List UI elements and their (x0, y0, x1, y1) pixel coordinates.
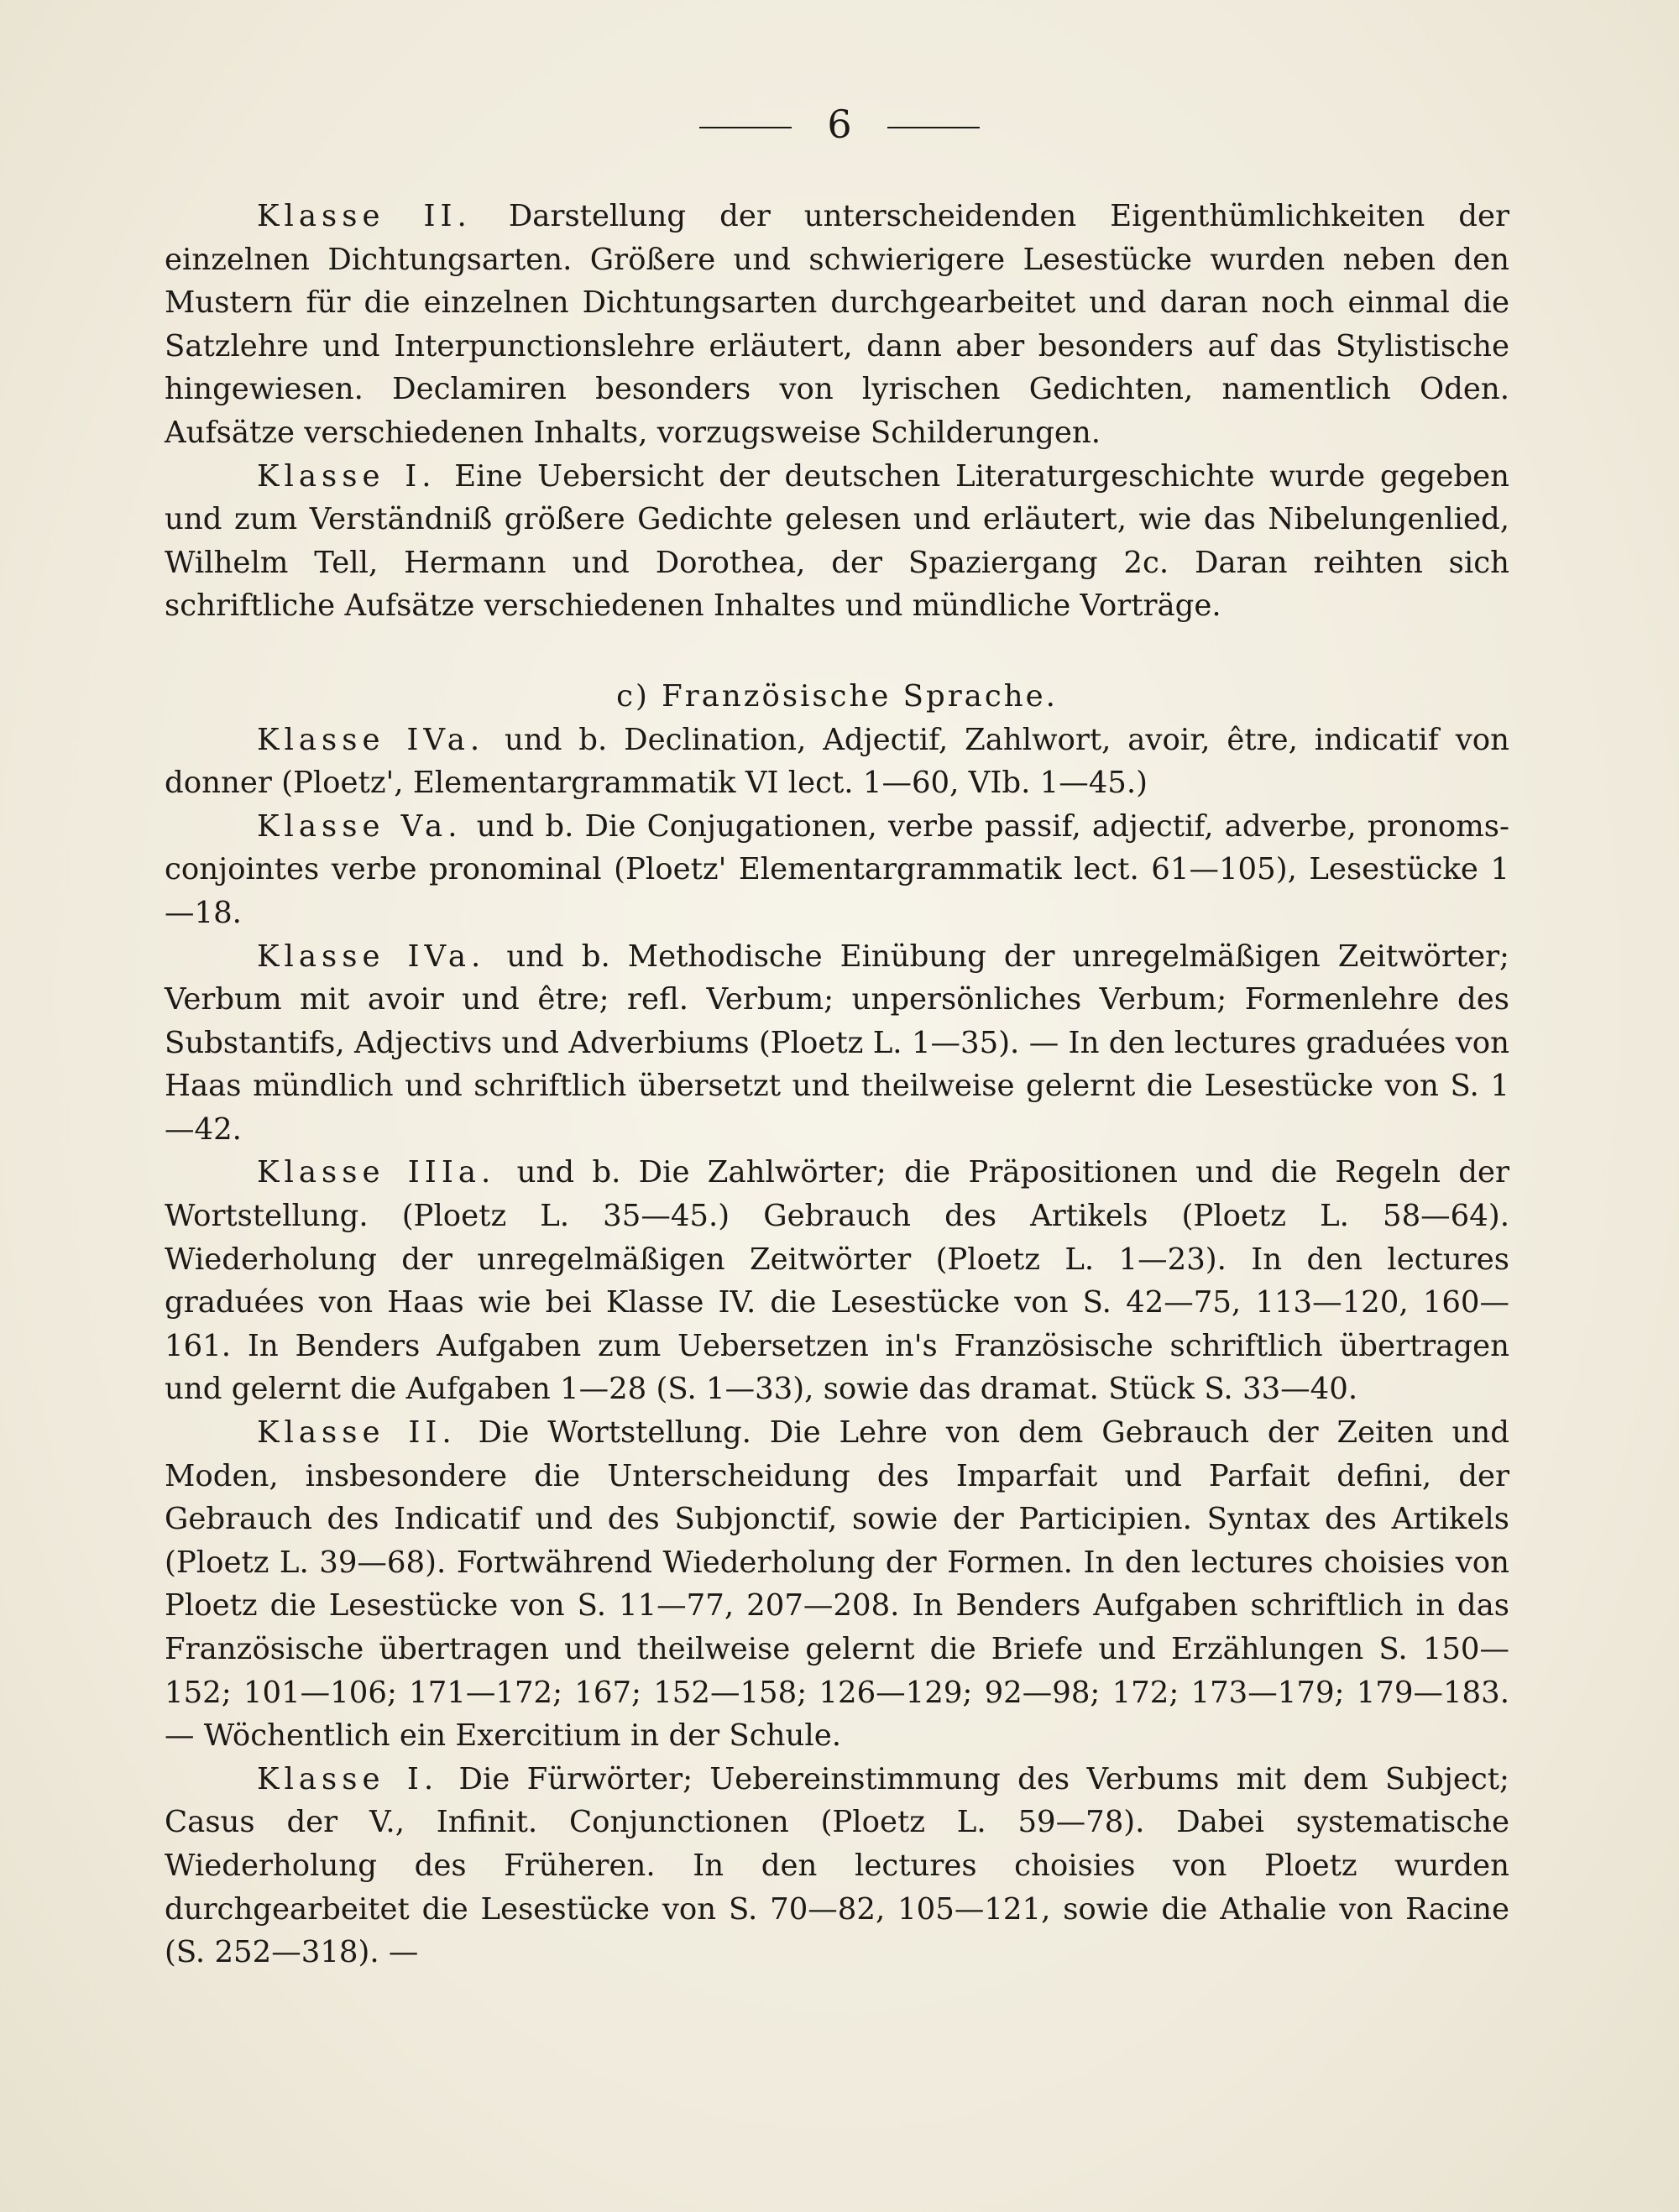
paragraph-lead: Klasse I. (257, 458, 437, 494)
paragraph-lead: Klasse Va. (257, 808, 463, 844)
paragraph-lead: Klasse IVa. (257, 939, 486, 974)
page-header (0, 99, 1679, 149)
paragraph-lead: Klasse I. (257, 1761, 439, 1796)
header-rule-left (699, 127, 792, 128)
paragraph-klasse-iva-first (165, 719, 1509, 805)
paragraph-lead: Klasse II. (257, 199, 472, 233)
paragraph-klasse-ii-german (165, 195, 1509, 455)
paragraph-text: Darstellung der unterscheidenden Eigenthümlichkeiten der einzelnen Dichtungsarten. Größere und schwierigere Lesestücke wurden neben den Mustern für die einzelnen Dichtungsarten durchgearbeitet und daran noch einmal die Satzlehre und Interpunctionslehre erläutert, dann aber besonders auf das Stylistische hingewiesen. Declamiren besonders von lyrischen Gedichten, namentlich Oden. Aufsätze verschiedenen Inhalts, vorzugsweise Schilderungen. (165, 199, 1509, 450)
paragraph-text: Eine Uebersicht der deutschen Literaturgeschichte wurde gegeben und zum Verständniß größere Gedichte gelesen und erläutert, wie das Nibelungenlied, Wilhelm Tell, Hermann und Dorothea, der Spaziergang 2c. Daran reihten sich schriftliche Aufsätze verschiedenen Inhaltes und mündliche Vorträge. (165, 458, 1509, 624)
page-number: 6 (827, 102, 852, 147)
paragraph-text: und b. Declination, Adjectif, Zahlwort, avoir, être, indicatif von donner (Ploetz', Elementargrammatik VI lect. 1—60, VIb. 1—45.) (165, 722, 1509, 801)
paragraph-text: und b. Die Conjugationen, verbe passif, adjectif, adverbe, pronoms-conjointes verbe pronominal (Ploetz' Elementargrammatik lect. 61—105), Lesestücke 1—18. (165, 808, 1509, 930)
paragraph-klasse-iiia (165, 1151, 1509, 1411)
paragraph-lead: Klasse II. (257, 1415, 457, 1451)
paragraph-lead: Klasse IVa. (257, 722, 485, 757)
paragraph-text: Die Wortstellung. Die Lehre von dem Gebrauch der Zeiten und Moden, insbesondere die Unterscheidung des Imparfait und Parfait defini, der Gebrauch des Indicatif und des Subjonctif, sowie der Participien. Syntax des Artikels (Ploetz L. 39—68). Fortwährend Wiederholung der Formen. In den lectures choisies von Ploetz die Lesestücke von S. 11—77, 207—208. In Benders Aufgaben schriftlich in das Französische übertragen und theilweise gelernt die Briefe und Erzählungen S. 150—152; 101—106; 171—172; 167; 152—158; 126—129; 92—98; 172; 173—179; 179—183. — Wöchentlich ein Exercitium in der Schule. (165, 1415, 1509, 1754)
paragraph-text: Die Fürwörter; Uebereinstimmung des Verbums mit dem Subject; Casus der V., Infinit. Conjunctionen (Ploetz L. 59—78). Dabei systematische Wiederholung des Früheren. In den lectures choisies von Ploetz wurden durchgearbeitet die Lesestücke von S. 70—82, 105—121, sowie die Athalie von Racine (S. 252—318). — (165, 1761, 1509, 1970)
paragraph-text: und b. Methodische Einübung der unregelmäßigen Zeitwörter; Verbum mit avoir und être; refl. Verbum; unpersönliches Verbum; Formenlehre des Substantifs, Adjectivs und Adverbiums (Ploetz L. 1—35). — In den lectures graduées von Haas mündlich und schriftlich übersetzt und theilweise gelernt die Lesestücke von S. 1—42. (165, 939, 1510, 1147)
page-body (165, 195, 1509, 1974)
paragraph-text: und b. Die Zahlwörter; die Präpositionen und die Regeln der Wortstellung. (Ploetz L. 35—45.) Gebrauch des Artikels (Ploetz L. 58—64). Wiederholung der unregelmäßigen Zeitwörter (Ploetz L. 1—23). In den lectures graduées von Haas wie bei Klasse IV. die Lesestücke von S. 42—75, 113—120, 160—161. In Benders Aufgaben zum Uebersetzen in's Französische schriftlich übertragen und gelernt die Aufgaben 1—28 (S. 1—33), sowie das dramat. Stück S. 33—40. (165, 1155, 1509, 1407)
section-heading: c) Französische Sprache. (616, 678, 1058, 714)
paragraph-klasse-iva-second (165, 935, 1509, 1152)
paragraph-lead: Klasse IIIa. (257, 1155, 496, 1190)
paragraph-klasse-i-french (165, 1758, 1509, 1974)
paragraph-klasse-va (165, 805, 1509, 935)
paragraph-klasse-i-german (165, 455, 1509, 628)
paragraph-klasse-ii-french (165, 1411, 1509, 1758)
header-rule-right (887, 127, 980, 128)
